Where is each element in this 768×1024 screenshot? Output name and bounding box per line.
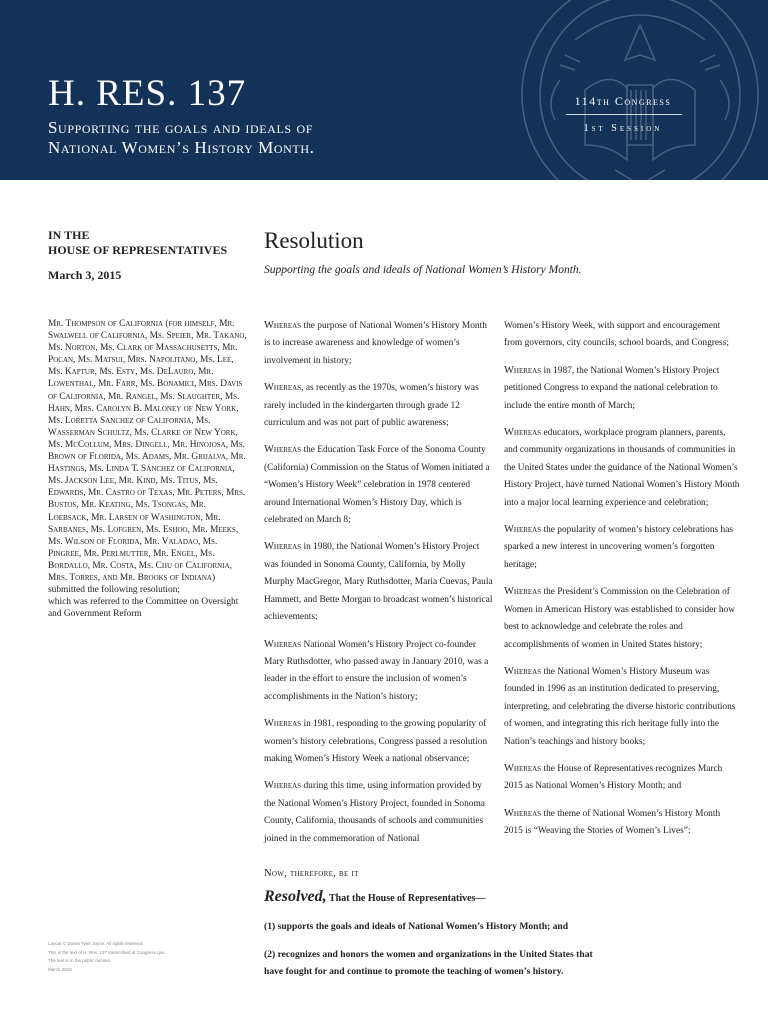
congress-label: 114th Congress bbox=[574, 94, 672, 108]
whereas-clause bbox=[504, 805, 740, 841]
whereas-text: the theme of National Women’s History Month 2015 is “Weaving the Stories of Women’s Lives”: bbox=[504, 808, 721, 837]
chamber-meta bbox=[48, 228, 248, 283]
whereas-clause bbox=[504, 424, 740, 512]
whereas-clause bbox=[504, 521, 740, 574]
whereas-clause bbox=[264, 379, 494, 432]
whereas-column-2 bbox=[504, 317, 740, 850]
whereas-clause bbox=[264, 538, 494, 626]
whereas-text: the Education Task Force of the Sonoma County (California) Commission on the Status of Women initiated a “Women’s History Week” celebration in 1978 centered around International Women’s History Day, which is celebrated on March 8; bbox=[264, 445, 490, 526]
header-banner bbox=[0, 0, 768, 180]
whereas-lead: Whereas bbox=[264, 718, 302, 730]
whereas-text: the popularity of women’s history celebrations has sparked a new interest in uncovering women’s forgotten heritage; bbox=[504, 525, 734, 570]
sponsors-list: Mr. Thompson of California (for himself, Mr. Swalwell of California, Ms. Speier, Mr. Takano, Ms. Norton, Ms. Clark of Massachusetts, Mr. Pocan, Ms. Matsui, Mrs. Napolitano, Ms. Lee, Ms. Kaptur, Ms. Esty, Ms. DeLauro, Mr. Lowenthal, Mr. Farr, Ms. Bonamici, Mrs. Davis of California, Mr. Rangel, Ms. Slaughter, Ms. Hahn, Mrs. Carolyn B. Maloney of New York, Ms. Loretta Sanchez of California, Ms. Wasserman Schultz, Ms. Clarke of New York, Ms. McCollum, Mrs. Dingell, Mr. Hinojosa, Ms. Brown of Florida, Ms. Adams, Mr. Grijalva, Mr. Hastings, Ms. Linda T. Sánchez of California, Ms. Jackson Lee, Mr. Kind, Ms. Titus, Ms. Edwards, Mr. Castro of Texas, Mr. Peters, Mrs. Bustos, Mr. Keating, Ms. Tsongas, Mr. Loebsack, Mr. Larsen of Washington, Mr. Sarbanes, Ms. Lofgren, Ms. Eshoo, Mr. Meeks, Ms. Wilson of Florida, Mr. Valadao, Ms. Pingree, Mr. Perlmutter, Mr. Engel, Ms. Bordallo, Mr. Costa, Ms. Chu of California, Mrs. Torres, and Mr. Brooks of Indiana) bbox=[48, 319, 247, 583]
page-subtitle: Supporting the goals and ideals of National Women’s History Month. bbox=[264, 264, 582, 276]
resolved-word: Resolved, bbox=[264, 888, 327, 905]
divider bbox=[566, 114, 682, 115]
whereas-lead: Whereas bbox=[264, 320, 302, 331]
whereas-text: in 1981, responding to the growing popularity of women’s history celebrations, Congress passed a resolution making Women’s History Week a national observance; bbox=[264, 719, 488, 764]
footer-note bbox=[48, 940, 188, 974]
footer-line: Layout © Dustin Tyler Joyce. All rights reserved. bbox=[48, 941, 144, 946]
resolved-line bbox=[264, 888, 485, 906]
whereas-clause bbox=[504, 362, 740, 415]
bill-number: H. RES. 137 bbox=[48, 73, 247, 114]
whereas-text: the National Women’s History Museum was founded in 1996 as an institution dedicated to preserving, interpreting, and celebrating the diverse historic contributions of women, and integrating this rich heritage fully into the Nation’s teachings and history books; bbox=[504, 666, 736, 747]
whereas-clause bbox=[504, 583, 740, 654]
whereas-lead: Whereas bbox=[264, 541, 302, 553]
chamber-line2: HOUSE OF REPRESENTATIVES bbox=[48, 243, 228, 257]
whereas-clause bbox=[504, 760, 740, 796]
now-therefore: Now, therefore, be it bbox=[264, 868, 359, 879]
whereas-column-1 bbox=[264, 317, 494, 857]
whereas-lead: Whereas bbox=[504, 586, 542, 598]
whereas-lead: Whereas bbox=[264, 780, 302, 792]
whereas-lead: Whereas bbox=[504, 665, 542, 677]
whereas-text: educators, workplace program planners, parents, and community organizations in thousands of communities in the United States under the guidance of the National Women’s History Project, have turned National Women’s History Month into a major local learning experience and celebration; bbox=[504, 428, 740, 508]
whereas-clause bbox=[264, 317, 494, 370]
resolved-clause-2: (2) recognizes and honors the women and organizations in the United States that have fought for and continue to promote the teaching of women’s history. bbox=[264, 949, 593, 977]
whereas-clause bbox=[264, 636, 494, 707]
whereas-text: the purpose of National Women’s History Month is to increase awareness and knowledge of women’s involvement in history; bbox=[264, 321, 487, 366]
bill-subtitle-line2: National Women’s History Month. bbox=[48, 138, 315, 157]
chamber-line1: IN THE bbox=[48, 228, 90, 242]
whereas-clause bbox=[504, 317, 740, 353]
whereas-text: National Women’s History Project co-founder Mary Ruthsdotter, who passed away in January 2010, was a leader in the effort to ensure the inclusion of women’s accomplishments in the Nation’s history; bbox=[264, 639, 489, 702]
bill-subtitle-line1: Supporting the goals and ideals of bbox=[48, 118, 314, 137]
footer-line: This is the text of H. Res. 137 transcribed at Congress.gov. bbox=[48, 949, 166, 955]
great-seal-icon bbox=[515, 0, 765, 180]
whereas-lead: Whereas bbox=[504, 762, 542, 774]
whereas-lead: Whereas bbox=[504, 807, 542, 819]
whereas-lead: Whereas bbox=[504, 524, 542, 536]
sponsors-block bbox=[48, 318, 248, 620]
whereas-lead: Whereas bbox=[264, 444, 302, 456]
introduced-date: March 3, 2015 bbox=[48, 268, 122, 282]
footer-line: March 2015 bbox=[48, 966, 72, 972]
resolved-clause-1: (1) supports the goals and ideals of National Women’s History Month; and bbox=[264, 921, 569, 932]
footer-line: The text is in the public domain. bbox=[48, 958, 112, 963]
resolved-text: That the House of Representatives— bbox=[326, 893, 486, 904]
whereas-text: in 1987, the National Women’s History Project petitioned Congress to expand the national celebration to include the entire month of March; bbox=[504, 365, 720, 411]
whereas-lead: Whereas bbox=[264, 382, 302, 394]
whereas-clause bbox=[264, 715, 494, 768]
page-title: Resolution bbox=[264, 228, 364, 253]
bill-subtitle bbox=[48, 118, 314, 158]
whereas-text: , as recently as the 1970s, women’s history was rarely included in the kindergarten through grade 12 curriculum and was not part of public awareness; bbox=[264, 383, 479, 429]
session-label: 1st Session bbox=[583, 123, 663, 134]
referred-note: which was referred to the Committee on Oversight and Government Reform bbox=[48, 597, 239, 620]
submitted-note: submitted the following resolution; bbox=[48, 585, 181, 596]
whereas-lead: Whereas bbox=[504, 427, 542, 439]
whereas-clause bbox=[264, 777, 494, 848]
whereas-clause bbox=[504, 663, 740, 751]
whereas-text: during this time, using information provided by the National Women’s History Project, founded in Sonoma County, California, thousands of schools and communities joined in the commemoration of National bbox=[264, 781, 485, 844]
whereas-lead: Whereas bbox=[504, 364, 542, 376]
whereas-text: in 1980, the National Women’s History Project was founded in Sonoma County, California, by Molly Murphy MacGregor, Mary Ruthsdotter, Maria Cuevas, Paula Hammett, and Bette Morgan to broadcast women’s historical achievements; bbox=[264, 542, 493, 623]
whereas-text: the President’s Commission on the Celebration of Women in American History was established to consider how best to acknowledge and celebrate the roles and accomplishments of women in United States history; bbox=[504, 587, 735, 650]
whereas-lead: Whereas bbox=[264, 638, 302, 650]
whereas-text: the House of Representatives recognizes March 2015 as National Women’s History Month; and bbox=[504, 763, 723, 792]
whereas-clause bbox=[264, 441, 494, 529]
whereas-text: Women’s History Week, with support and encouragement from governors, city councils, school boards, and Congress; bbox=[504, 321, 729, 349]
